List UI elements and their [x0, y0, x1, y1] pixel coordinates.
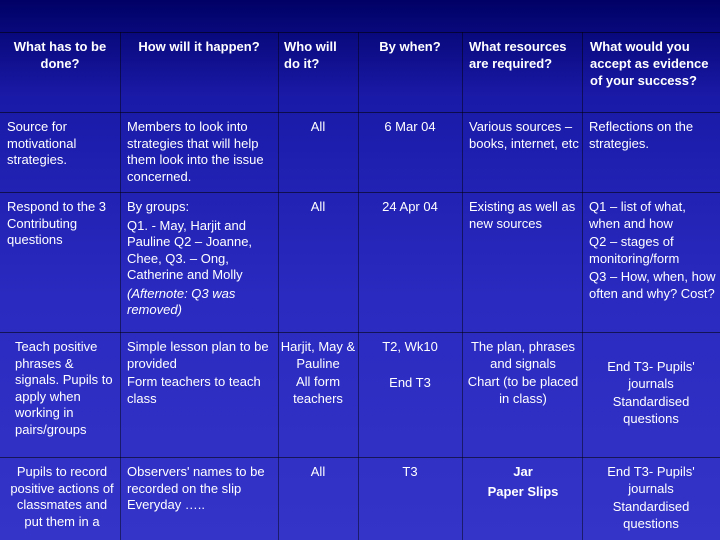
- row3-evidence-line: Standardised questions: [612, 394, 690, 426]
- column-divider: [278, 32, 279, 540]
- row2-who: All: [310, 199, 326, 214]
- row2-resources: Existing as well as new sources: [469, 199, 576, 231]
- table-top-border: [0, 32, 720, 33]
- row3-who: [280, 339, 356, 407]
- row3-how-line: Simple lesson plan to be provided: [127, 339, 269, 371]
- header-when: By when?: [379, 39, 441, 54]
- row2-when: 24 Apr 04: [382, 199, 438, 214]
- row3-evidence: [588, 359, 714, 427]
- row1-resources: Various sources – books, internet, etc: [469, 119, 579, 151]
- row2-evidence: [589, 199, 717, 302]
- row1-what: Source for motivational strategies.: [7, 119, 77, 167]
- row3-when-line: T2, Wk10: [382, 339, 438, 354]
- row3-resources-line: Chart (to be placed in class): [467, 374, 579, 406]
- row4-evidence-line: End T3- Pupils' journals: [607, 464, 695, 496]
- row4-how: Observers' names to be recorded on the slip Everyday …..: [127, 464, 265, 512]
- row2-what: Respond to the 3 Contributing questions: [7, 199, 107, 247]
- row3-how-line: Form teachers to teach class: [127, 374, 261, 406]
- row3-when-line: End T3: [389, 374, 431, 390]
- row1-how: Members to look into strategies that will help them look into the issue concerned.: [127, 119, 264, 184]
- row4-evidence: [588, 464, 714, 532]
- row3-resources: [466, 339, 580, 407]
- row3-who-line: Harjit, May & Pauline: [280, 339, 356, 371]
- row3-who-line: All form teachers: [293, 374, 343, 406]
- row1-evidence: Reflections on the strategies.: [589, 119, 694, 151]
- row4-resources: [466, 464, 580, 500]
- header-evidence: What would you accept as evidence of your success?: [590, 39, 709, 88]
- row2-evidence-line: Q2 – stages of monitoring/form: [589, 234, 680, 266]
- row2-evidence-line: Q1 – list of what, when and how: [589, 199, 686, 231]
- row3-how: [127, 339, 275, 407]
- row2-how: [127, 199, 273, 319]
- header-how: How will it happen?: [138, 39, 260, 54]
- row-divider: [0, 332, 720, 333]
- row4-what: Pupils to record positive actions of classmates and put them in a: [10, 464, 114, 529]
- row-divider: [0, 192, 720, 193]
- row2-how-line: By groups:: [127, 199, 190, 214]
- column-divider: [582, 32, 583, 540]
- row4-who: All: [310, 464, 326, 479]
- header-resources: What resources are required?: [469, 39, 567, 71]
- row2-how-line: Q1. - May, Harjit and Pauline Q2 – Joanne, Chee, Q3. – Ong, Catherine and Molly: [127, 217, 253, 282]
- row3-what: Teach positive phrases & signals. Pupils to apply when working in pairs/groups: [15, 339, 113, 437]
- column-divider: [462, 32, 463, 540]
- row1-who: All: [310, 119, 326, 134]
- header-what: What has to be done?: [13, 39, 107, 71]
- row2-how-afternote: (Afternote: Q3 was removed): [127, 285, 236, 317]
- row2-evidence-line: Q3 – How, when, how often and why? Cost?: [589, 269, 716, 301]
- column-divider: [358, 32, 359, 540]
- row4-resources-line: Paper Slips: [487, 483, 559, 499]
- row-divider: [0, 457, 720, 458]
- header-who: Who will do it?: [284, 39, 337, 71]
- row3-evidence-line: End T3- Pupils' journals: [607, 359, 695, 391]
- row4-resources-line: Jar: [513, 464, 533, 479]
- row4-when: T3: [402, 464, 418, 479]
- row1-when: 6 Mar 04: [384, 119, 436, 134]
- row3-resources-line: The plan, phrases and signals: [470, 339, 576, 371]
- column-divider: [120, 32, 121, 540]
- row4-evidence-line: Standardised questions: [612, 499, 690, 531]
- header-row-divider: [0, 112, 720, 113]
- row3-when: [360, 339, 460, 391]
